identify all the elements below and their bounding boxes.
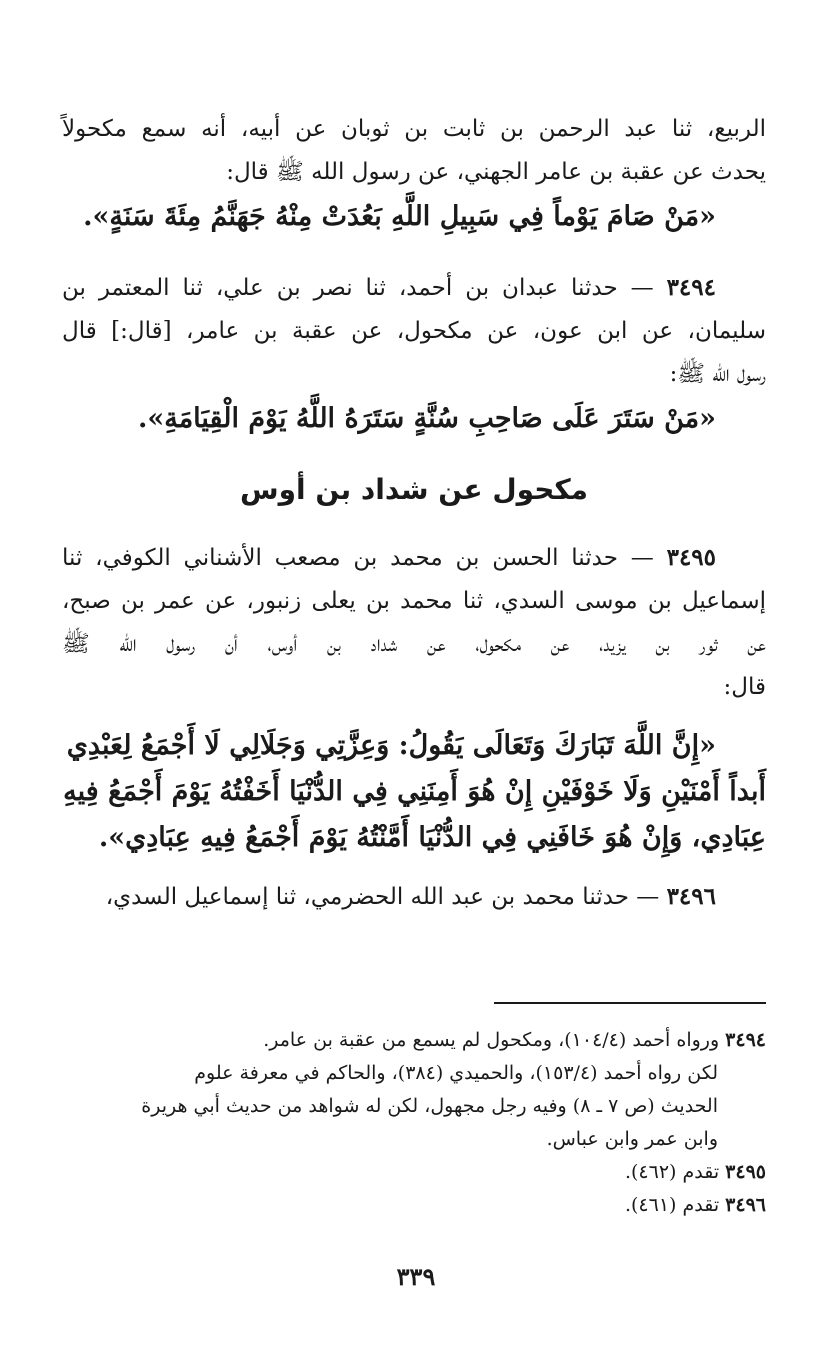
text-line: الربيع، ثنا عبد الرحمن بن ثابت بن ثوبان عن أبيه، أنه سمع مكحولاً [62, 116, 766, 142]
footnote-text: لكن رواه أحمد (١٥٣/٤)، والحميدي (٣٨٤)، والحاكم في معرفة علوم [194, 1062, 718, 1084]
hadith-entry-first-line [62, 875, 766, 919]
hadith-text: «مَنْ سَتَرَ عَلَى صَاحِبِ سُنَّةٍ سَتَرَهُ اللَّهُ يَوْمَ الْقِيَامَةِ». [137, 403, 716, 434]
footnote-separator [494, 1002, 766, 1004]
hadith-text: أَبداً أَمْنَيْنِ وَلَا خَوْفَيْنِ إِنْ هُوَ أَمِنَنِي فِي الدُّنْيَا أَخَفْتُهُ يَوْمَ أَجْمَعُ فِيهِ [63, 776, 766, 807]
footnote-number: ٣٤٩٥ [725, 1161, 766, 1183]
main-text [62, 108, 766, 919]
footnotes [62, 1024, 766, 1222]
text-line: — حدثنا محمد بن عبد الله الحضرمي، ثنا إسماعيل السدي، [105, 884, 660, 910]
footnote [62, 1189, 766, 1222]
text-line: — حدثنا الحسن بن محمد بن مصعب الأشناني الكوفي، ثنا [62, 545, 654, 571]
footnote-number: ٣٤٩٤ [725, 1029, 766, 1051]
footnote [62, 1024, 766, 1057]
text-line: — حدثنا عبدان بن أحمد، ثنا نصر بن علي، ثنا المعتمر بن [62, 275, 654, 301]
text-line: سليمان، عن ابن عون، عن مكحول، عن عقبة بن عامر، [قال:] قال [62, 318, 766, 344]
text-line: يحدث عن عقبة بن عامر الجهني، عن رسول الله ﷺ قال: [226, 159, 766, 185]
text-line: عن ثور بن يزيد، عن مكحول، عن شداد بن أوس، أن رسول الله ﷺ [62, 631, 766, 657]
hadith-number: ٣٤٩٦ [666, 883, 716, 910]
hadith-number: ٣٤٩٥ [666, 544, 717, 571]
text-line: قال: [723, 674, 766, 700]
page-number: ٣٣٩ [396, 1262, 436, 1291]
hadith-number: ٣٤٩٤ [666, 274, 716, 301]
footnote-number: ٣٤٩٦ [725, 1194, 766, 1216]
hadith-text: «إِنَّ اللَّهَ تَبَارَكَ وَتَعَالَى يَقُولُ: وَعِزَّتِي وَجَلَالِي لَا أَجْمَعُ لِعَبْدِي [66, 730, 716, 761]
footnote-text: تقدم (٤٦٢). [624, 1161, 720, 1183]
section-heading: مكحول عن شداد بن أوس [240, 473, 588, 506]
footnote [62, 1156, 766, 1189]
hadith-entry-first-line [62, 266, 766, 310]
hadith-text: «مَنْ صَامَ يَوْماً فِي سَبِيلِ اللَّهِ بَعُدَتْ مِنْهُ جَهَنَّمُ مِئَةَ سَنَةٍ». [83, 201, 716, 232]
text-line: رسول الله ﷺ: [669, 361, 766, 387]
footnote-text: ورواه أحمد (١٠٤/٤)، ومكحول لم يسمع من عقبة بن عامر. [263, 1029, 720, 1051]
footnote-text: الحديث (ص ٧ ـ ٨) وفيه رجل مجهول، لكن له شواهد من حديث أبي هريرة [141, 1095, 718, 1117]
footnote-text: وابن عمر وابن عباس. [546, 1128, 718, 1150]
hadith-entry-first-line [62, 536, 766, 580]
text-line: إسماعيل بن موسى السدي، ثنا محمد بن يعلى زنبور، عن عمر بن صبح، [62, 588, 766, 614]
footnote-text: تقدم (٤٦١). [624, 1194, 720, 1216]
hadith-text: عِبَادِي، وَإِنْ هُوَ خَافَنِي فِي الدُّنْيَا أَمَّنْتُهُ يَوْمَ أَجْمَعُ فِيهِ عِبَادِي». [98, 822, 766, 853]
